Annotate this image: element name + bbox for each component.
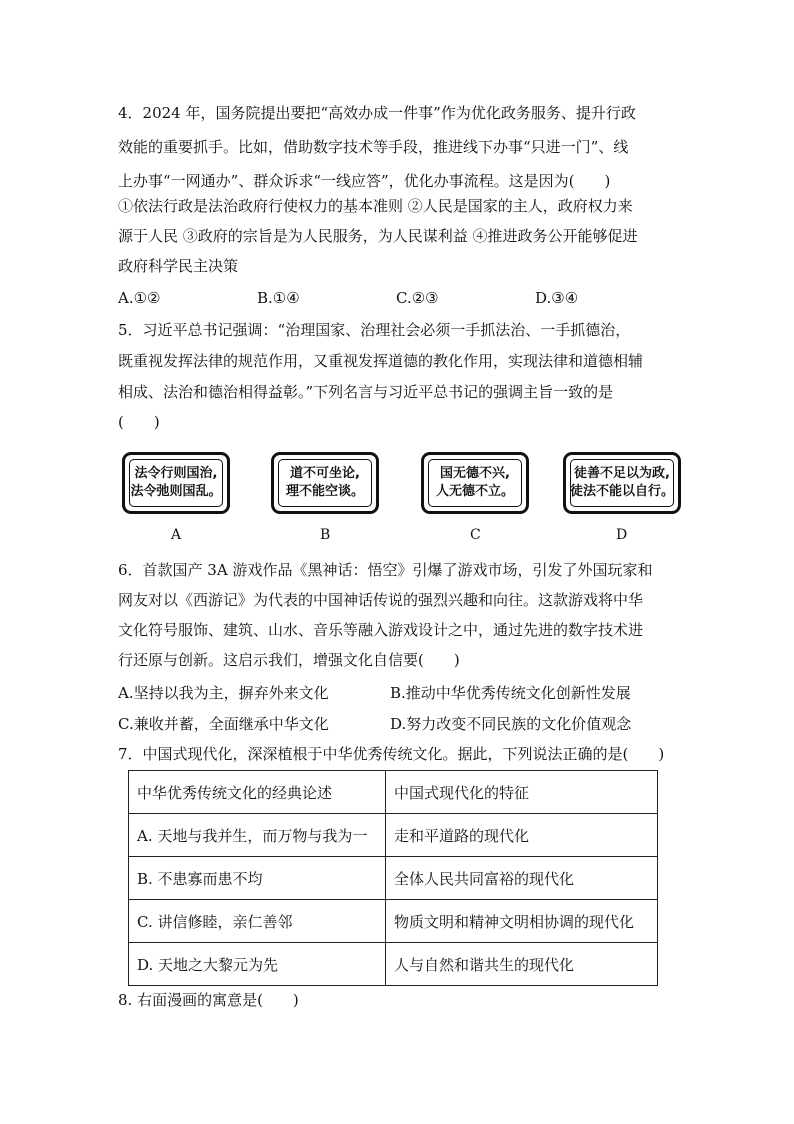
q5-sign-c-label: C	[470, 527, 481, 543]
q7-row-d-quote: D. 天地之大黎元为先	[129, 943, 386, 986]
q4-line-4: ①依法行政是法治政府行使权力的基本准则 ②人民是国家的主人，政府权力来	[118, 197, 633, 215]
q6-line-2: 网友对以《西游记》为代表的中国神话传说的强烈兴趣和向往。这款游戏将中华	[118, 591, 644, 609]
q5-sign-a-text	[129, 459, 223, 507]
q5-line-1: 5．习近平总书记强调：“治理国家、治理社会必须一手抓法治、一手抓德治，	[118, 321, 631, 339]
q7-row-b-quote: B. 不患寡而患不均	[129, 857, 386, 900]
q5-sign-d	[563, 452, 681, 514]
table-row	[129, 771, 658, 814]
q5-sign-c	[421, 452, 529, 514]
q5-line-3: 相成、法治和德治相得益彰。”下列名言与习近平总书记的强调主旨一致的是	[118, 383, 614, 401]
table-row	[129, 814, 658, 857]
q5-sign-b-label: B	[320, 527, 331, 543]
q5-sign-a-line-1: 法令行则国治,	[134, 466, 218, 481]
q6-line-4: 行还原与创新。这启示我们，增强文化自信要( )	[118, 651, 460, 669]
q6-option-c: C.兼收并蓄，全面继承中华文化	[118, 715, 329, 733]
q6-option-d: D.努力改变不同民族的文化价值观念	[390, 715, 632, 733]
q5-sign-b	[271, 452, 379, 514]
q8-stem: 8. 右面漫画的寓意是( )	[118, 991, 299, 1009]
q5-sign-b-line-2: 理不能空谈。	[285, 484, 364, 499]
table-row	[129, 857, 658, 900]
q5-sign-c-line-2: 人无德不立。	[435, 484, 514, 499]
q5-sign-d-text	[570, 459, 674, 507]
q7-row-b-feature: 全体人民共同富裕的现代化	[386, 857, 658, 900]
q7-row-a-quote: A. 天地与我并生，而万物与我为一	[129, 814, 386, 857]
q4-option-a: A.①②	[118, 289, 161, 307]
table-row	[129, 900, 658, 943]
q7-row-a-feature: 走和平道路的现代化	[386, 814, 658, 857]
q5-line-4: ( )	[118, 413, 160, 431]
q4-line-2: 效能的重要抓手。比如，借助数字技术等手段，推进线下办事“只进一门”、线	[118, 138, 629, 156]
q7-row-c-feature: 物质文明和精神文明相协调的现代化	[386, 900, 658, 943]
q4-line-3: 上办事“一网通办”、群众诉求“一线应答”，优化办事流程。这是因为( )	[118, 172, 611, 190]
q5-sign-b-text	[278, 459, 372, 507]
q4-line-5: 源于人民 ③政府的宗旨是为人民服务，为人民谋利益 ④推进政务公开能够促进	[118, 227, 638, 245]
q5-sign-d-line-1: 徒善不足以为政,	[574, 466, 670, 481]
q5-line-2: 既重视发挥法律的规范作用，又重视发挥道德的教化作用，实现法律和道德相辅	[118, 352, 644, 370]
q5-sign-d-label: D	[616, 527, 628, 543]
q7-header-cell-1: 中华优秀传统文化的经典论述	[129, 771, 386, 814]
q7-row-d-feature: 人与自然和谐共生的现代化	[386, 943, 658, 986]
q7-header-cell-2: 中国式现代化的特征	[386, 771, 658, 814]
q4-line-6: 政府科学民主决策	[118, 257, 239, 275]
q4-line-1: 4．2024 年，国务院提出要把“高效办成一件事”作为优化政务服务、提升行政	[118, 104, 636, 122]
q7-stem: 7．中国式现代化，深深植根于中华优秀传统文化。据此，下列说法正确的是( )	[118, 745, 665, 763]
q5-sign-b-line-1: 道不可坐论,	[290, 466, 360, 481]
q4-option-b: B.①④	[257, 289, 300, 307]
table-row	[129, 943, 658, 986]
q5-sign-a	[122, 452, 230, 514]
q4-option-d: D.③④	[535, 289, 579, 307]
q5-sign-c-text	[428, 459, 522, 507]
q7-table	[128, 770, 658, 986]
q6-line-3: 文化符号服饰、建筑、山水、音乐等融入游戏设计之中，通过先进的数字技术进	[118, 621, 644, 639]
q6-option-a: A.坚持以我为主，摒弃外来文化	[118, 684, 329, 702]
q7-row-c-quote: C. 讲信修睦，亲仁善邻	[129, 900, 386, 943]
q5-sign-d-line-2: 徒法不能以自行。	[570, 484, 675, 499]
q5-sign-a-line-2: 法令弛则国乱。	[130, 484, 222, 499]
q5-sign-c-line-1: 国无德不兴,	[440, 466, 510, 481]
q6-line-1: 6．首款国产 3A 游戏作品《黑神话：悟空》引爆了游戏市场，引发了外国玩家和	[118, 561, 653, 579]
q5-sign-a-label: A	[171, 527, 182, 543]
q4-option-c: C.②③	[396, 289, 439, 307]
q6-option-b: B.推动中华优秀传统文化创新性发展	[390, 684, 631, 702]
